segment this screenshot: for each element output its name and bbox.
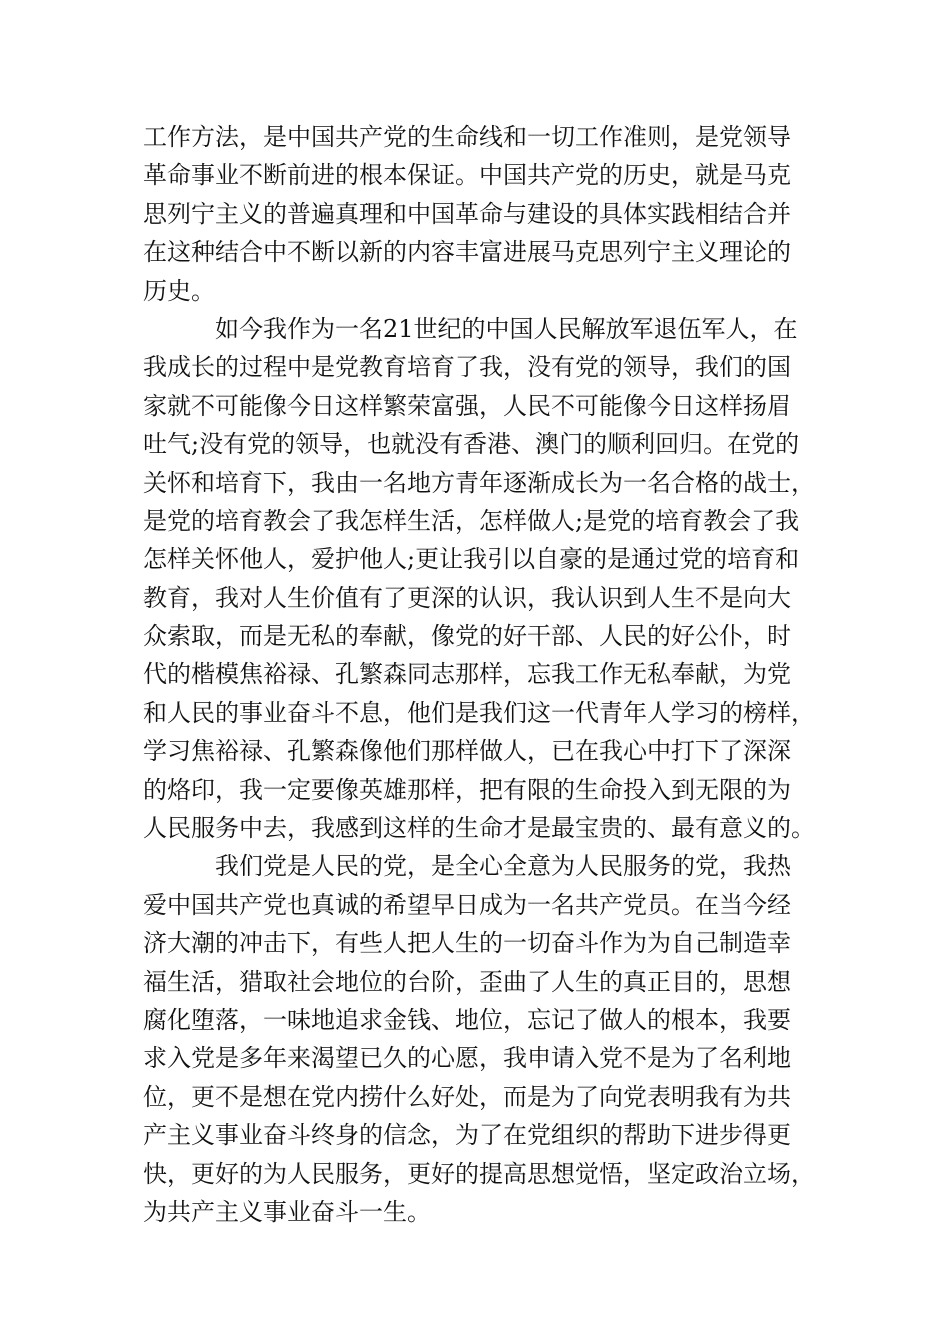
paragraph-1-line-3: 思列宁主义的普遍真理和中国革命与建设的具体实践相结合并	[143, 199, 791, 228]
paragraph-2-line-8: 教育，我对人生价值有了更深的认识，我认识到人生不是向大	[143, 583, 791, 612]
paragraph-3-line-1: 我们党是人民的党，是全心全意为人民服务的党，我热	[215, 852, 791, 881]
paragraph-2-line-10: 代的楷模焦裕禄、孔繁森同志那样，忘我工作无私奉献，为党	[143, 660, 791, 689]
paragraph-3-line-2: 爱中国共产党也真诚的希望早日成为一名共产党员。在当今经	[143, 890, 791, 919]
paragraph-2-line-3: 家就不可能像今日这样繁荣富强，人民不可能像今日这样扬眉	[143, 391, 791, 420]
paragraph-2-line-5: 关怀和培育下，我由一名地方青年逐渐成长为一名合格的战士，	[143, 468, 815, 497]
paragraph-2-line-11: 和人民的事业奋斗不息，他们是我们这一代青年人学习的榜样，	[143, 698, 815, 727]
paragraph-2-line-1: 如今我作为一名21世纪的中国人民解放军退伍军人，在	[215, 314, 798, 343]
paragraph-1-line-1: 工作方法，是中国共产党的生命线和一切工作准则，是党领导	[143, 123, 791, 151]
paragraph-3-line-8: 产主义事业奋斗终身的信念，为了在党组织的帮助下进步得更	[143, 1121, 791, 1150]
paragraph-3-line-4: 福生活，猎取社会地位的台阶，歪曲了人生的真正目的，思想	[143, 967, 791, 996]
paragraph-3-line-6: 求入党是多年来渴望已久的心愿，我申请入党不是为了名利地	[143, 1044, 791, 1073]
paragraph-2-line-14: 人民服务中去，我感到这样的生命才是最宝贵的、最有意义的。	[143, 814, 815, 843]
paragraph-3-line-3: 济大潮的冲击下，有些人把人生的一切奋斗作为为自己制造幸	[143, 929, 791, 958]
paragraph-2-line-7: 怎样关怀他人，爱护他人;更让我引以自豪的是通过党的培育和	[143, 545, 800, 574]
paragraph-2-line-12: 学习焦裕禄、孔繁森像他们那样做人，已在我心中打下了深深	[143, 737, 791, 766]
paragraph-2-line-13: 的烙印，我一定要像英雄那样，把有限的生命投入到无限的为	[143, 775, 791, 804]
document-body	[143, 118, 815, 1231]
paragraph-3-line-7: 位，更不是想在党内捞什么好处，而是为了向党表明我有为共	[143, 1082, 791, 1111]
paragraph-2-line-9: 众索取，而是无私的奉献，像党的好干部、人民的好公仆，时	[143, 622, 791, 651]
paragraph-1-line-4: 在这种结合中不断以新的内容丰富进展马克思列宁主义理论的	[143, 238, 791, 267]
paragraph-2-line-2: 我成长的过程中是党教育培育了我，没有党的领导，我们的国	[143, 353, 791, 382]
paragraph-1-line-2: 革命事业不断前进的根本保证。中国共产党的历史，就是马克	[143, 161, 791, 190]
paragraph-3-line-5: 腐化堕落，一味地追求金钱、地位，忘记了做人的根本，我要	[143, 1005, 791, 1034]
paragraph-3-line-9: 快，更好的为人民服务，更好的提高思想觉悟，坚定政治立场，	[143, 1159, 815, 1188]
paragraph-1-line-5: 历史。	[143, 276, 215, 305]
paragraph-3-line-10: 为共产主义事业奋斗一生。	[143, 1197, 431, 1226]
paragraph-2-line-4: 吐气;没有党的领导，也就没有香港、澳门的顺利回归。在党的	[143, 430, 800, 459]
paragraph-2-line-6: 是党的培育教会了我怎样生活，怎样做人;是党的培育教会了我	[143, 506, 800, 535]
